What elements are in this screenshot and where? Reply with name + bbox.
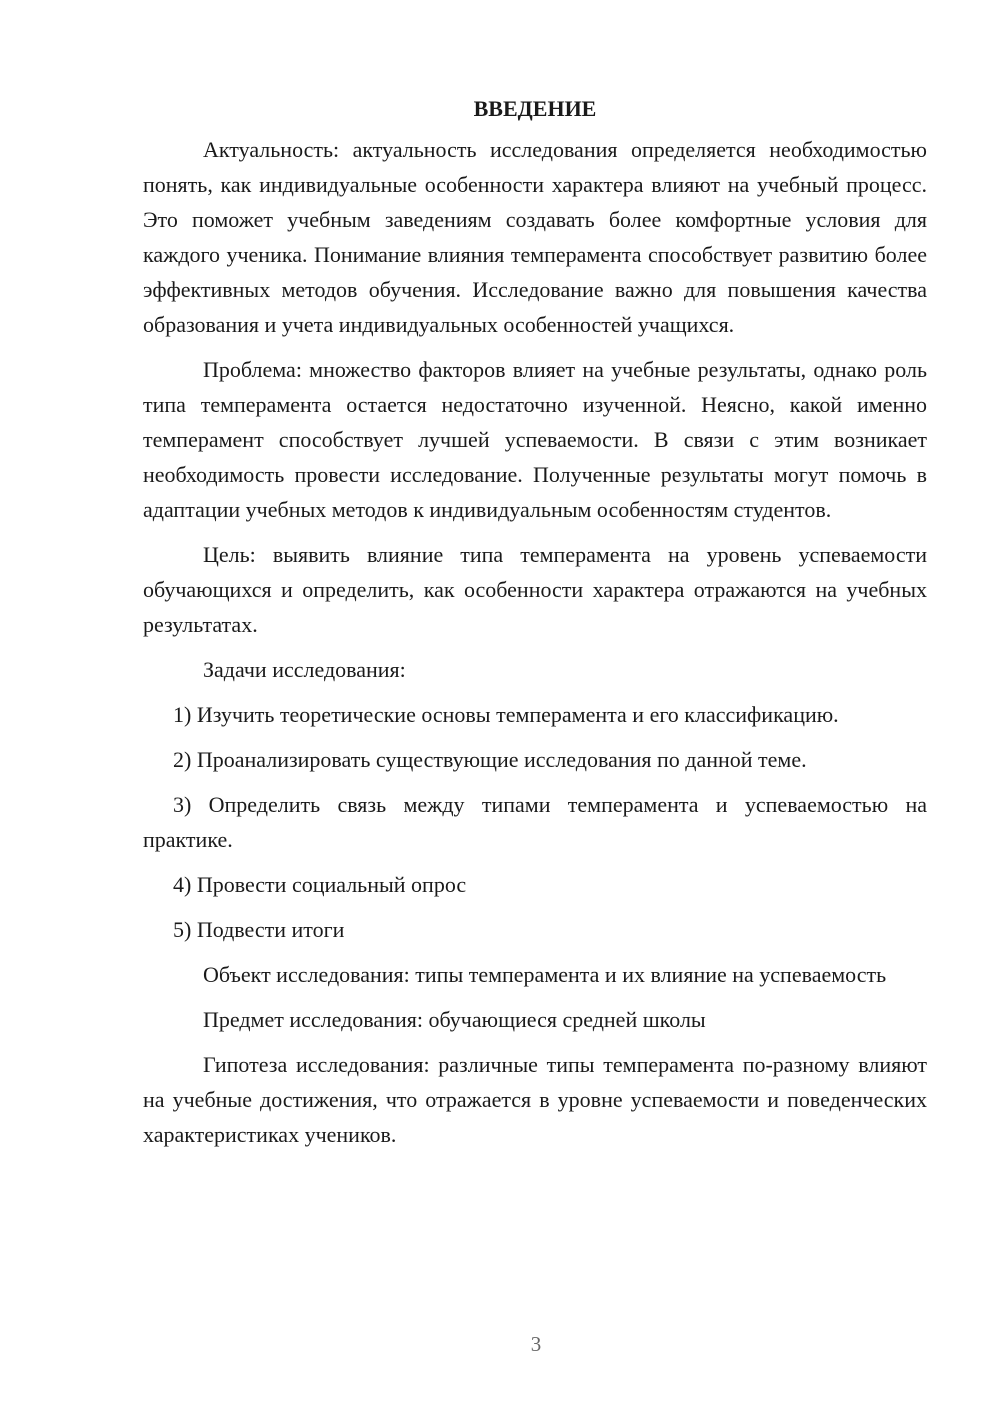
paragraph-problem: Проблема: множество факторов влияет на учебные результаты, однако роль типа темперамента остается недостаточно изученной. Неясно, какой именно темперамент способствует лучшей успеваемости. В связи с этим возникает необходимость провести исследование. Полученные результаты могут помочь в адаптации учебных методов к индивидуальным особенностям студентов. — [143, 357, 927, 522]
task-item-4: 4) Провести социальный опрос — [173, 872, 467, 897]
page-number: 3 — [530, 1332, 542, 1356]
paragraph-goal: Цель: выявить влияние типа темперамента на уровень успеваемости обучающихся и определить, как особенности характера отражаются на учебных результатах. — [143, 542, 927, 637]
paragraph-tasks-heading: Задачи исследования: — [203, 657, 406, 682]
task-item-5: 5) Подвести итоги — [173, 917, 345, 942]
task-item-1: 1) Изучить теоретические основы темперамента и его классификацию. — [173, 702, 839, 727]
paragraph-hypothesis: Гипотеза исследования: различные типы темперамента по-разному влияют на учебные достижения, что отражается в уровне успеваемости и поведенческих характеристиках учеников. — [143, 1052, 927, 1147]
task-item-2: 2) Проанализировать существующие исследования по данной теме. — [173, 747, 807, 772]
paragraph-relevance: Актуальность: актуальность исследования определяется необходимостью понять, как индивидуальные особенности характера влияют на учебный процесс. Это поможет учебным заведениям создавать более комфортные условия для каждого ученика. Понимание влияния темперамента способствует развитию более эффективных методов обучения. Исследование важно для повышения качества образования и учета индивидуальных особенностей учащихся. — [143, 137, 927, 337]
document-page — [143, 92, 927, 1162]
paragraph-object: Объект исследования: типы темперамента и их влияние на успеваемость — [203, 962, 887, 987]
section-title: ВВЕДЕНИЕ — [473, 96, 597, 121]
paragraph-subject: Предмет исследования: обучающиеся средней школы — [203, 1007, 706, 1032]
task-item-3: 3) Определить связь между типами темперамента и успеваемостью на практике. — [143, 792, 927, 852]
